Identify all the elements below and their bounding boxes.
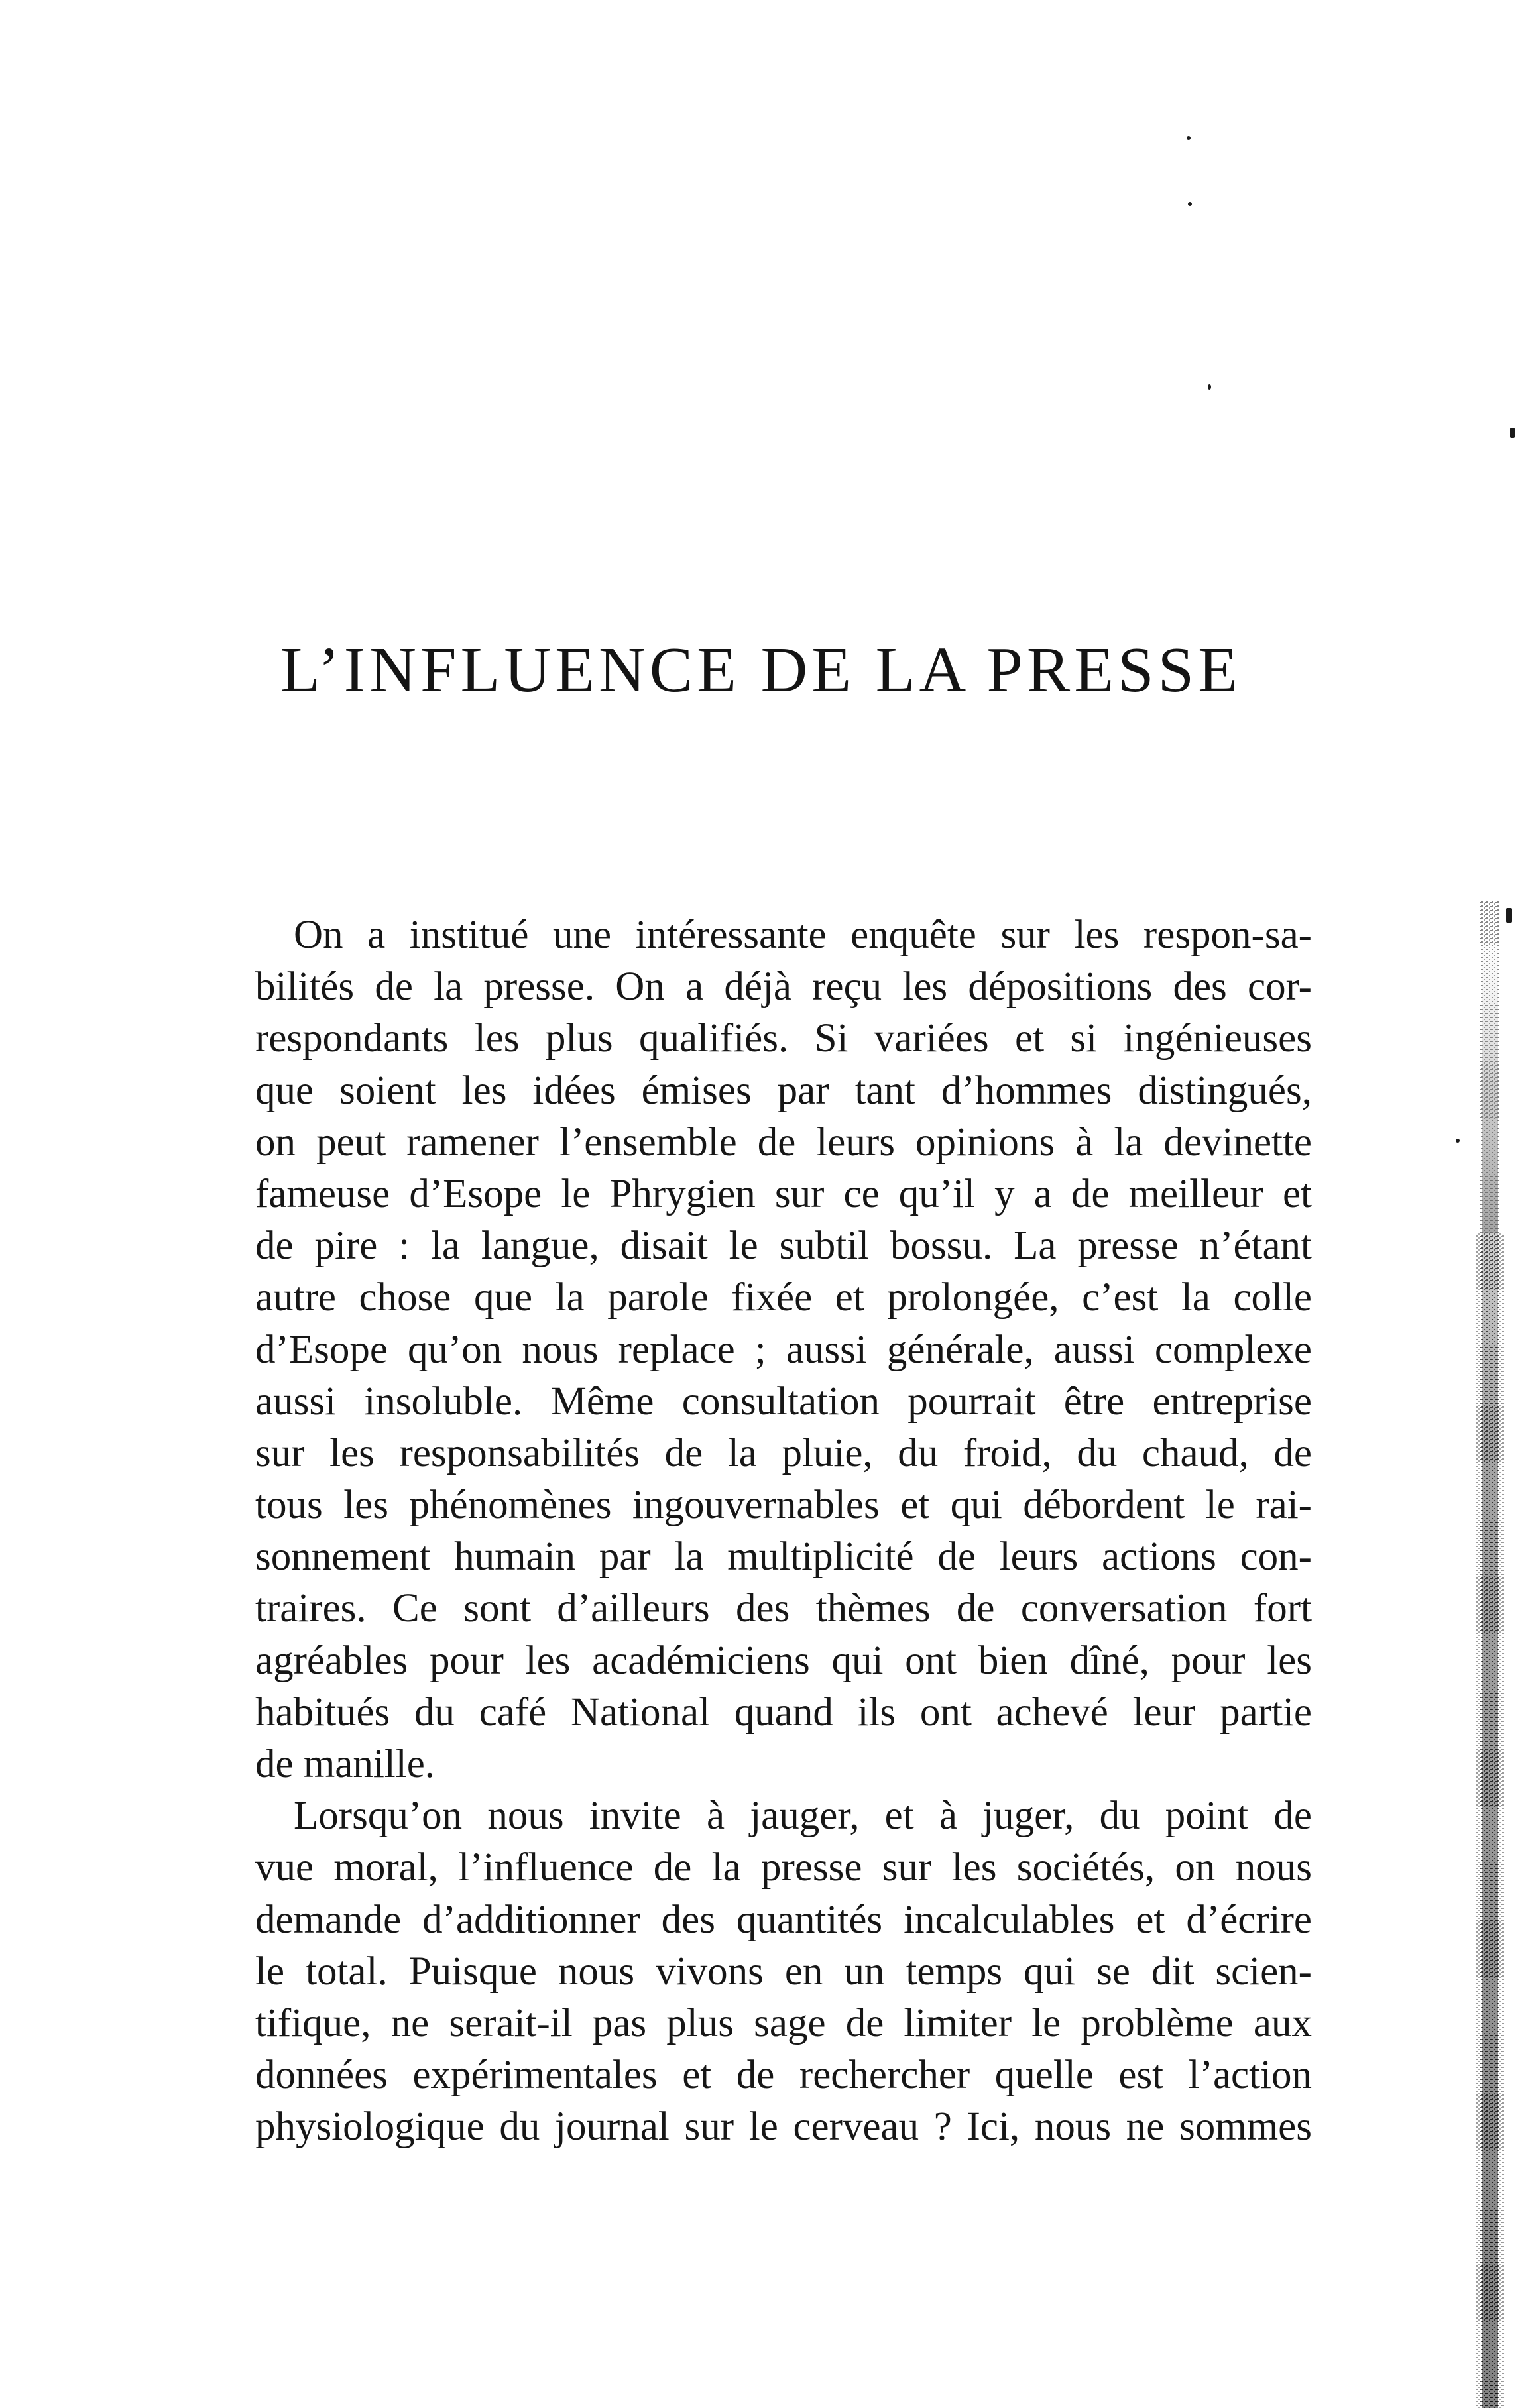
paragraph-2 (255, 1790, 1312, 2153)
text-line: le total. Puisque nous vivons en un temps qui se dit scien- (255, 1949, 1312, 1994)
scan-speck (1188, 202, 1192, 206)
scan-speck (1456, 1139, 1460, 1143)
chapter-title: L’INFLUENCE DE LA PRESSE (280, 634, 1242, 706)
text-line: Lorsqu’on nous invite à jauger, et à juger, du point de (294, 1794, 1312, 1839)
text-line: habitués du café National quand ils ont achevé leur partie (255, 1690, 1312, 1735)
text-line: traires. Ce sont d’ailleurs des thèmes de conversation fort (255, 1586, 1312, 1631)
text-line: fameuse d’Esope le Phrygien sur ce qu’il y a de meilleur et (255, 1171, 1312, 1216)
text-line: physiologique du journal sur le cerveau ? Ici, nous ne sommes (255, 2104, 1312, 2150)
text-line: aussi insoluble. Même consultation pourrait être entreprise (255, 1379, 1312, 1424)
text-line: de manille. (255, 1742, 436, 1786)
scan-speck (1510, 428, 1515, 438)
text-line: respondants les plus qualifiés. Si variées et si ingénieuses (255, 1016, 1312, 1061)
text-line: sonnement humain par la multiplicité de leurs actions con- (255, 1534, 1312, 1579)
text-line: autre chose que la parole fixée et prolongée, c’est la colle (255, 1275, 1312, 1320)
text-line: agréables pour les académiciens qui ont bien dîné, pour les (255, 1638, 1312, 1683)
text-line: demande d’additionner des quantités incalculables et d’écrire (255, 1897, 1312, 1942)
text-line: que soient les idées émises par tant d’hommes distingués, (255, 1068, 1312, 1113)
scan-speck (1187, 136, 1191, 140)
text-line: sur les responsabilités de la pluie, du froid, du chaud, de (255, 1430, 1312, 1475)
text-line: On a institué une intéressante enquête sur les respon-sa- (294, 913, 1312, 957)
paragraph-1 (255, 909, 1312, 1790)
text-line: bilités de la presse. On a déjà reçu les dépositions des cor- (255, 964, 1312, 1009)
text-line: de pire : la langue, disait le subtil bossu. La presse n’étant (255, 1224, 1312, 1269)
page-edge-shadow (1470, 901, 1509, 2408)
text-line: tous les phénomènes ingouvernables et qui débordent le rai- (255, 1483, 1312, 1528)
text-line: vue moral, l’influence de la presse sur les sociétés, on nous (255, 1845, 1312, 1890)
body-text (255, 909, 1312, 2153)
text-line: on peut ramener l’ensemble de leurs opinions à la devinette (255, 1119, 1312, 1165)
scan-speck (1208, 384, 1211, 390)
text-line: d’Esope qu’on nous replace ; aussi générale, aussi complexe (255, 1327, 1312, 1372)
text-line: tifique, ne serait-il pas plus sage de limiter le problème aux (255, 2000, 1312, 2045)
text-line: données expérimentales et de rechercher quelle est l’action (255, 2053, 1312, 2098)
